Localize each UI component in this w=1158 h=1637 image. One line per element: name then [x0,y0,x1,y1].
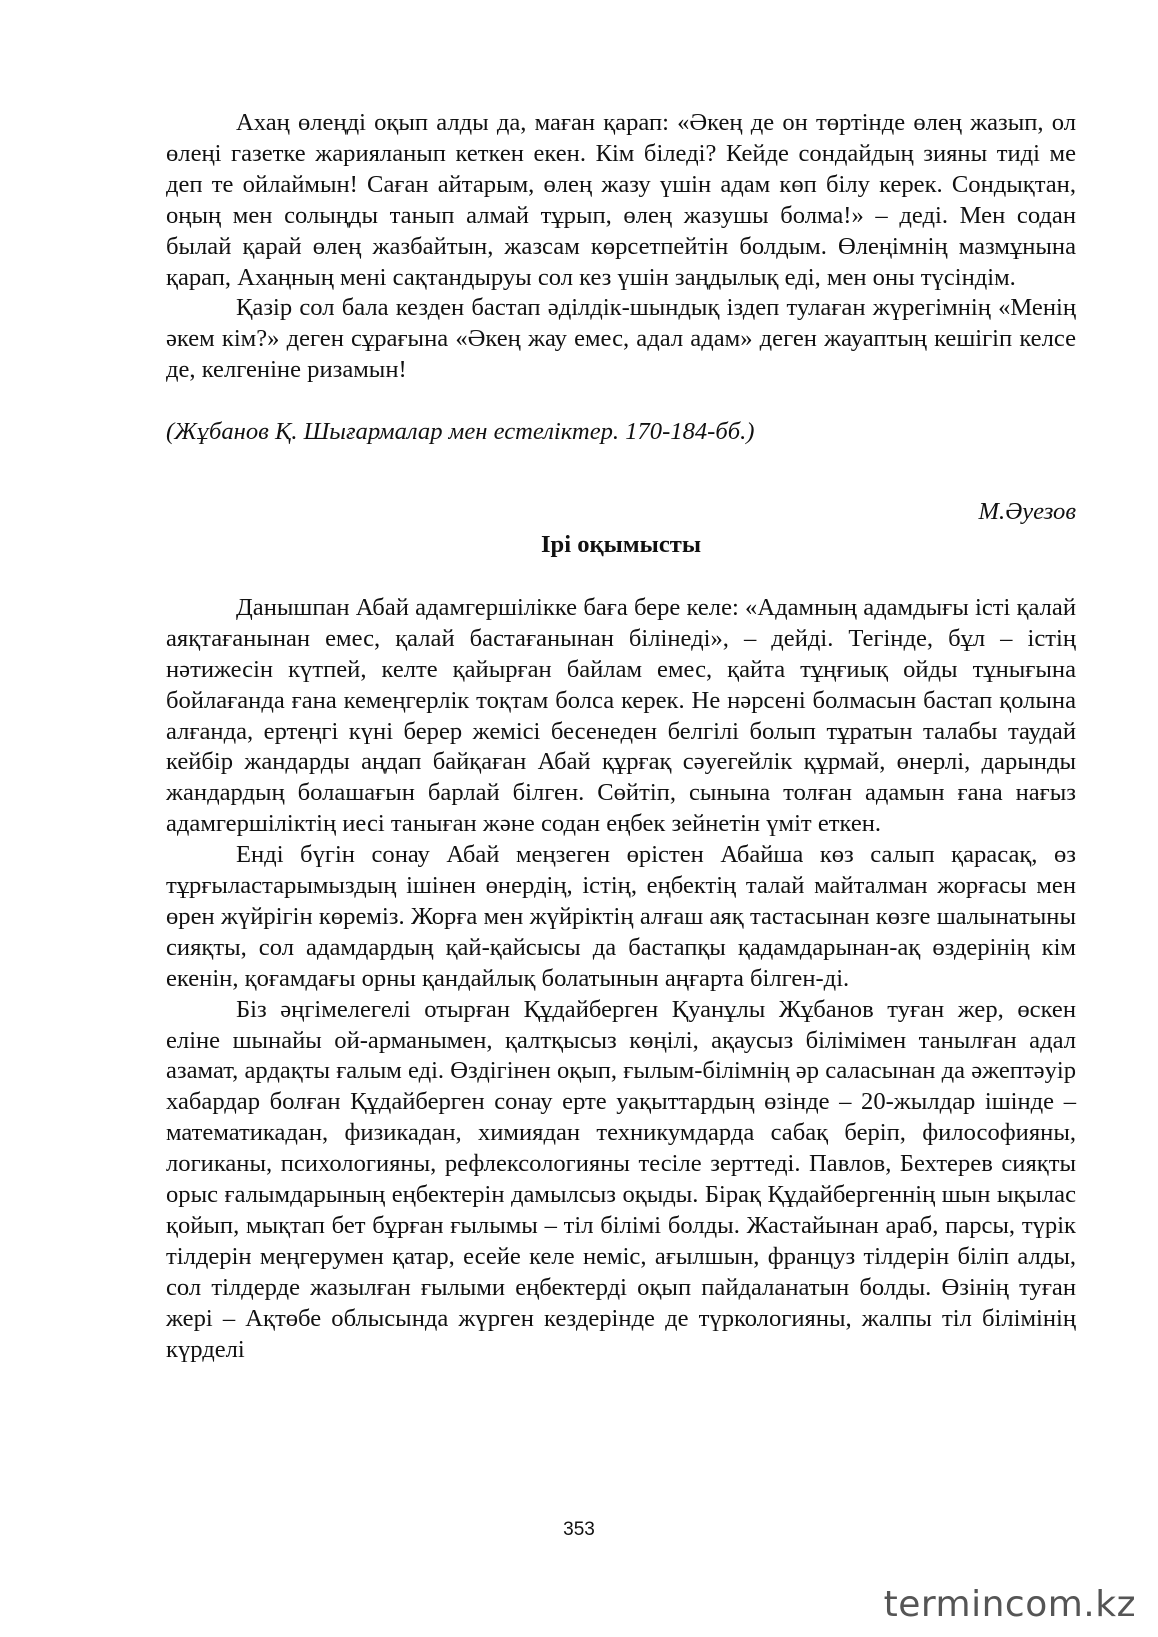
page-number: 353 [563,1519,595,1540]
watermark-logo: termincom.kz [883,1584,1136,1625]
document-page [166,108,1076,1366]
author-name: М.Әуезов [978,498,1076,526]
paragraph: Қазір сол бала кезден бастап әділдік-шындық іздеп тулаған жүрегімнің «Менің әкем кім?» деген сұрағына «Әкең жау емес, адал адам» деген жауаптың кешігіп келсе де, келгеніне ризамын! [166,294,1076,384]
paragraph: Данышпан Абай адамгершілікке баға бере келе: «Адамның адамдығы істі қалай аяқтағанынан емес, қалай бастағанынан білінеді», – дейді. Тегінде, бұл – істің нәтижесін күтпей, келте қайырған байлам емес, қайта тұңғиық ойды тұнығына бойлағанда ғана кемеңгерлік тоқтам болса керек. Не нәрсені болмасын бастап қолына алғанда, ертеңгі күні берер жемісі бесенеден белгілі болып тұратын талабы таудай кейбір жандарды аңдап байқаған Абай құрғақ сәуегейлік құрмай, өнерлі, дарынды жандардың болашағын барлай білген. Сөйтіп, сынына толған адамын ғана нағыз адамгершіліктің иесі таныған және содан еңбек зейнетін үміт еткен. [166,593,1076,838]
section-heading: Ірі оқымысты [540,530,702,558]
paragraph: Біз әңгімелегелі отырған Құдайберген Қуанұлы Жұбанов туған жер, өскен еліне шынайы ой-арманымен, қалтқысыз көңілі, ақаусыз білімімен танылған адал азамат, ардақты ғалым еді. Өздігінен оқып, ғылым-білімнің әр саласынан да әжептәуір хабардар болған Құдайберген сонау ерте уақыттардың өзінде – 20-жылдар ішінде – математикадан, физикадан, химиядан техникумдарда сабақ беріп, философияны, логиканы, психологияны, рефлексологияны тесіле зерттеді. Павлов, Бехтерев сияқты орыс ғалымдарының еңбектерін дамылсыз оқыды. Бірақ Құдайбергеннің шын ықылас қойып, мықтап бет бұрған ғылымы – тіл білімі болды. Жастайынан араб, парсы, түрік тілдерін меңгерумен қатар, есейе келе неміс, ағылшын, француз тілдерін біліп алды, сол тілдерде жазылған ғылыми еңбектерді оқып пайдаланатын болды. Өзінің туған жері – Ақтөбе облысында жүрген кездерінде де түркологияны, жалпы тіл білімінің күрделі [166,995,1076,1363]
citation: (Жұбанов Қ. Шығармалар мен естеліктер. 170-184-бб.) [166,418,755,446]
paragraph: Енді бүгін сонау Абай меңзеген өрістен Абайша көз салып қарасақ, өз тұрғыластарымыздың ішінен өнердің, істің, еңбектің талай майталман жорғасы мен өрен жүйрігін көреміз. Жорға мен жүйріктің алғаш аяқ тастасынан көзге шалынатыны сияқты, сол адамдардың қай-қайсысы да бастапқы қадамдарынан-ақ өздерінің кім екенін, қоғамдағы орны қандайлық болатынын аңғарта білген-ді. [166,841,1076,992]
paragraph: Ахаң өлеңді оқып алды да, маған қарап: «Әкең де он төртінде өлең жазып, ол өлеңі газетке жарияланып кеткен екен. Кім біледі? Кейде сондайдың зияны тиді ме деп те ойлаймын! Саған айтарым, өлең жазу үшін адам көп білу керек. Сондықтан, оңың мен солыңды танып алмай тұрып, өлең жазушы болма!» – деді. Мен содан былай қарай өлең жазбайтын, жазсам көрсетпейтін болдым. Өлеңімнің мазмұнына қарап, Ахаңның мені сақтандыруы сол кез үшін заңдылық еді, мен оны түсіндім. [166,109,1076,291]
spacer [166,561,1076,593]
